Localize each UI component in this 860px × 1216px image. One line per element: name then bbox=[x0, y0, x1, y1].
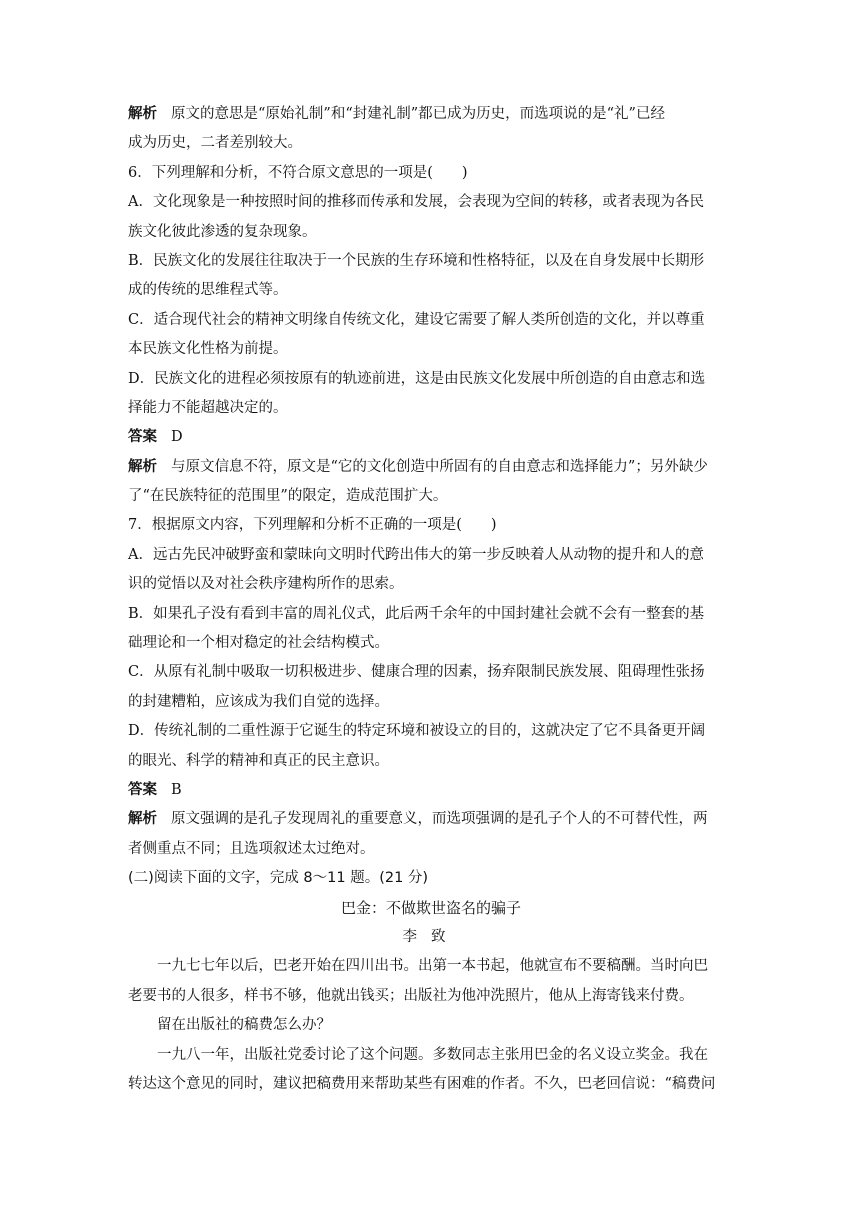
q7-option-c-line-2: 的封建糟粕，应该成为我们自觉的选择。 bbox=[128, 693, 389, 710]
section-2-heading: (二)阅读下面的文字，完成 8～11 题。(21 分) bbox=[128, 870, 429, 887]
paragraph-1-line-1: 一九七七年以后，巴老开始在四川出书。出第一本书起，他就宣布不要稿酬。当时向巴 bbox=[157, 958, 708, 975]
answer-label: 答案 bbox=[128, 781, 157, 798]
analysis-label: 解析 bbox=[128, 106, 157, 122]
author-name: 李致 bbox=[402, 928, 460, 945]
paragraph-1-line-2: 老要书的人很多，样书不够，他就出钱买；出版社为他冲洗照片，他从上海寄钱来付费。 bbox=[128, 987, 694, 1004]
q6-option-b-line-2: 成的传统的思维程式等。 bbox=[128, 282, 288, 299]
q7-option-a-line-1: A．远古先民冲破野蛮和蒙昧向文明时代跨出伟大的第一步反映着人从动物的提升和人的意 bbox=[128, 546, 704, 563]
q7-option-a-line-2: 识的觉悟以及对社会秩序建构所作的思索。 bbox=[128, 576, 404, 593]
q7-option-b-line-1: B．如果孔子没有看到丰富的周礼仪式，此后两千余年的中国封建社会就不会有一整套的基 bbox=[128, 605, 705, 622]
q5-analysis-line-1 bbox=[128, 100, 734, 129]
question-6-stem: 6．下列理解和分析，不符合原文意思的一项是( ) bbox=[128, 164, 468, 181]
q6-option-b-line-1: B．民族文化的发展往往取决于一个民族的生存环境和性格特征，以及在自身发展中长期形 bbox=[128, 252, 705, 269]
paragraph-2-line-1: 留在出版社的稿费怎么办？ bbox=[157, 1017, 331, 1034]
article-author bbox=[128, 923, 734, 952]
q6-option-d-line-2: 择能力不能超越决定的。 bbox=[128, 399, 288, 416]
q7-option-c-line-1: C．从原有礼制中吸取一切积极进步、健康合理的因素，扬弃限制民族发展、阻碍理性张扬 bbox=[128, 664, 705, 681]
q6-answer bbox=[128, 423, 734, 452]
q6-analysis-line-2: 了“在民族特征的范围里”的限定，造成范围扩大。 bbox=[128, 488, 448, 505]
paragraph-3-line-2: 转达这个意见的同时，建议把稿费用来帮助某些有困难的作者。不久，巴老回信说：“稿费问 bbox=[128, 1075, 716, 1092]
q6-analysis-line-1 bbox=[128, 453, 734, 482]
article-title: 巴金：不做欺世盗名的骗子 bbox=[340, 898, 521, 917]
analysis-text: 原文强调的是孔子发现周礼的重要意义，而选项强调的是孔子个人的不可替代性，两 bbox=[171, 811, 708, 828]
q6-option-c-line-2: 本民族文化性格为前提。 bbox=[128, 341, 288, 358]
q6-option-d-line-1: D．民族文化的进程必须按原有的轨迹前进，这是由民族文化发展中所创造的自由意志和选 bbox=[128, 370, 706, 387]
q5-analysis-line-2: 成为历史，二者差别较大。 bbox=[128, 135, 302, 152]
analysis-text: 原文的意思是“原始礼制”和“封建礼制”都已成为历史，而选项说的是“礼”已经 bbox=[171, 106, 665, 122]
answer-value: D bbox=[171, 429, 183, 446]
analysis-label: 解析 bbox=[128, 458, 157, 475]
q7-option-d-line-1: D．传统礼制的二重性源于它诞生的特定环境和被设立的目的，这就决定了它不具备更开阔 bbox=[128, 723, 706, 740]
q7-option-b-line-2: 础理论和一个相对稳定的社会结构模式。 bbox=[128, 635, 389, 652]
q6-option-a-line-1: A．文化现象是一种按照时间的推移而传承和发展，会表现为空间的转移，或者表现为各民 bbox=[128, 194, 704, 211]
answer-value: B bbox=[171, 781, 182, 798]
q7-answer bbox=[128, 776, 734, 805]
answer-label: 答案 bbox=[128, 429, 157, 446]
analysis-label: 解析 bbox=[128, 811, 157, 828]
document-body bbox=[128, 100, 734, 1099]
q6-option-a-line-2: 族文化彼此渗透的复杂现象。 bbox=[128, 223, 317, 240]
paragraph-3-line-1: 一九八一年，出版社党委讨论了这个问题。多数同志主张用巴金的名义设立奖金。我在 bbox=[157, 1046, 708, 1063]
q7-option-d-line-2: 的眼光、科学的精神和真正的民主意识。 bbox=[128, 752, 389, 769]
q7-analysis-line-2: 者侧重点不同；且选项叙述太过绝对。 bbox=[128, 840, 375, 857]
question-7-stem: 7．根据原文内容，下列理解和分析不正确的一项是( ) bbox=[128, 517, 497, 534]
analysis-text: 与原文信息不符，原文是“它的文化创造中所固有的自由意志和选择能力”；另外缺少 bbox=[171, 458, 708, 475]
q6-option-c-line-1: C．适合现代社会的精神文明缘自传统文化，建设它需要了解人类所创造的文化，并以尊重 bbox=[128, 311, 705, 328]
q7-analysis-line-1 bbox=[128, 805, 734, 834]
